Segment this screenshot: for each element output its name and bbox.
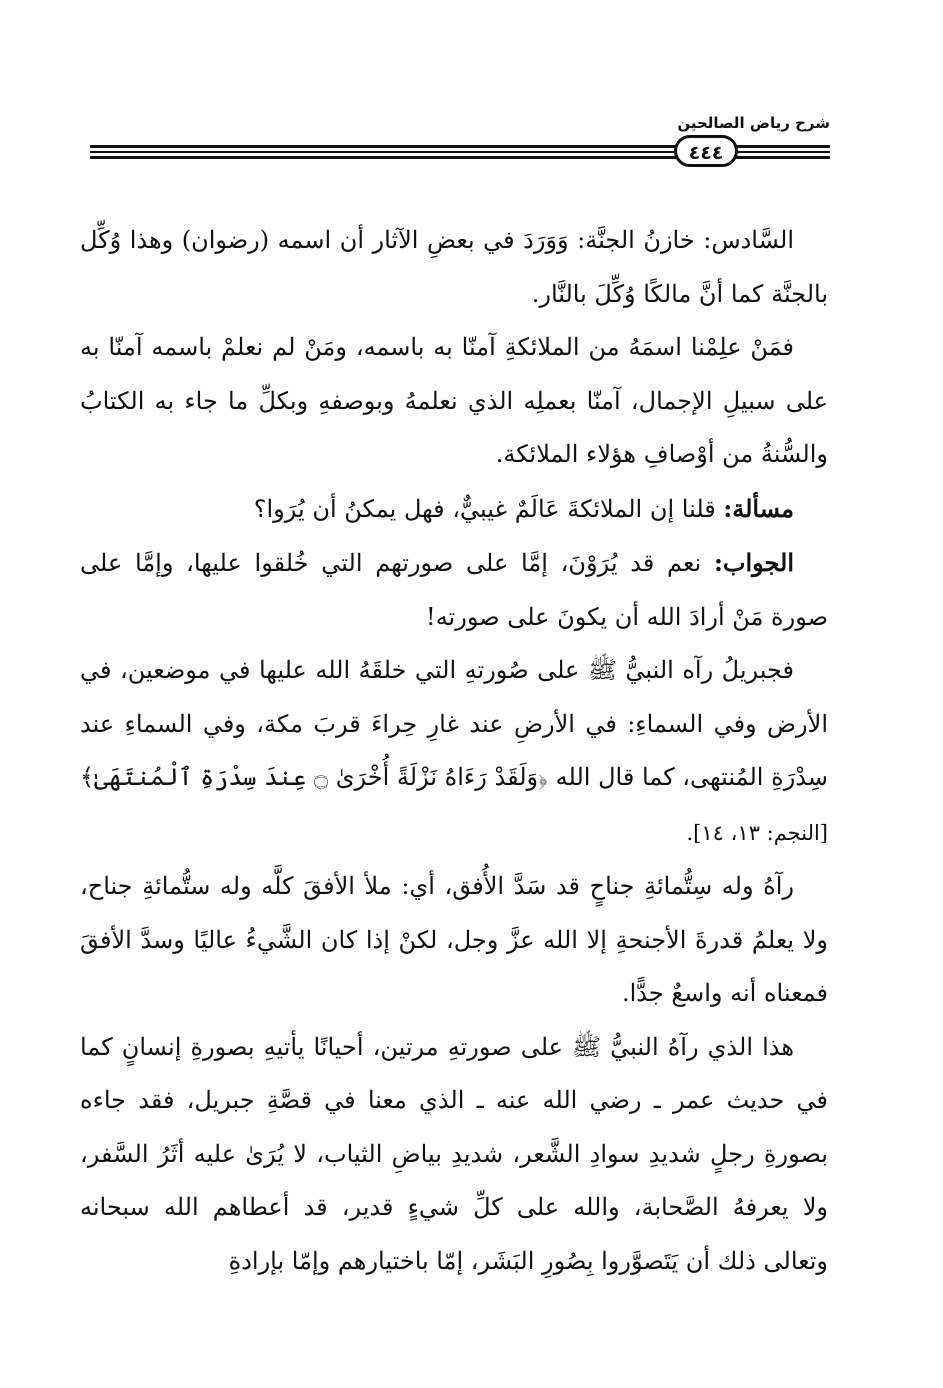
paragraph bbox=[80, 482, 828, 537]
paragraph bbox=[80, 536, 828, 644]
paragraph bbox=[80, 1021, 828, 1289]
paragraph-text: رآهُ وله سِتُّمائةِ جناحٍ قد سَدَّ الأُفق، أي: ملأ الأفقَ كلَّه وله ستُّمائةِ جناح، ولا يعلمُ قدرةَ الأجنحةِ إلا الله عزَّ وجل، لكنْ إذا كان الشَّيءُ عاليًا وسدَّ الأفقَ فمعناه أنه واسعٌ جدًّا. bbox=[80, 872, 828, 1007]
page-header bbox=[90, 112, 830, 182]
quran-reference: [النجم: ١٣، ١٤]. bbox=[686, 820, 828, 845]
paragraph-text: فجبريلُ رآه النبيُّ ﷺ على صُورتهِ التي خلقَهُ الله عليها في موضعين، في الأرض وفي السماءِ: في الأرضِ عند غارِ حِراءَ قربَ مكة، وفي السماءِ عند سِدْرَةِ المُنتهى، كما قال الله ﴿وَلَقَدْ رَءَاهُ نَزْلَةً أُخْرَىٰ ۝ عِندَ سِدْرَةِ ٱلْمُنتَهَىٰ﴾ bbox=[80, 656, 828, 791]
paragraph-text: هذا الذي رآهُ النبيُّ ﷺ على صورتهِ مرتين، أحيانًا يأتيهِ بصورةِ إنسانٍ كما في حديث عمر ـ رضي الله عنه ـ الذي معنا في قصَّةِ جبريل، فقد جاءه بصورةِ رجلٍ شديدِ سوادِ الشَّعر، شديدِ بياضِ الثياب، لا يُرَىٰ عليه أثَرُ السَّفر، ولا يعرفهُ الصَّحابة، والله على كلِّ شيءٍ قدير، قد أعطاهم الله سبحانه وتعالى ذلك أن يَتَصوَّروا بِصُورِ البَشَر، إمّا باختيارهم وإمّا بإرادةِ bbox=[80, 1032, 828, 1275]
paragraph-text: السَّادس: خازنُ الجنَّة: وَوَرَدَ في بعضِ الآثار أن اسمه (رضوان) وهذا وُكِّل بالجنَّة كما أنَّ مالكًا وُكِّلَ بالنَّار. bbox=[80, 226, 828, 308]
paragraph-text: قلنا إن الملائكةَ عَالَمٌ غيبيٌّ، فهل يمكنُ أن يُرَوا؟ bbox=[253, 494, 724, 523]
paragraph-text: فمَنْ علِمْنا اسمَهُ من الملائكةِ آمنّا به باسمه، ومَنْ لم نعلمْ باسمه آمنّا به على سبيلِ الإجمال، آمنّا بعملِه الذي نعلمهُ وبوصفهِ وبكلِّ ما جاء به الكتابُ والسُّنةُ من أوْصافِ هؤلاء الملائكة. bbox=[80, 333, 828, 468]
main-text bbox=[80, 214, 828, 1288]
paragraph bbox=[80, 321, 828, 482]
running-title: شرح رياض الصالحين bbox=[677, 114, 830, 132]
question-label: مسألة: bbox=[723, 493, 794, 523]
paragraph bbox=[80, 214, 828, 321]
paragraph bbox=[80, 860, 828, 1021]
answer-label: الجواب: bbox=[714, 548, 794, 577]
paragraph-text: نعم قد يُرَوْنَ، إمَّا على صورتهم التي خُلقوا عليها، وإمَّا على صورة مَنْ أرادَ الله أن يكونَ على صورته! bbox=[80, 549, 828, 631]
paragraph bbox=[80, 644, 828, 860]
page-number: ٤٤٤ bbox=[674, 135, 738, 167]
